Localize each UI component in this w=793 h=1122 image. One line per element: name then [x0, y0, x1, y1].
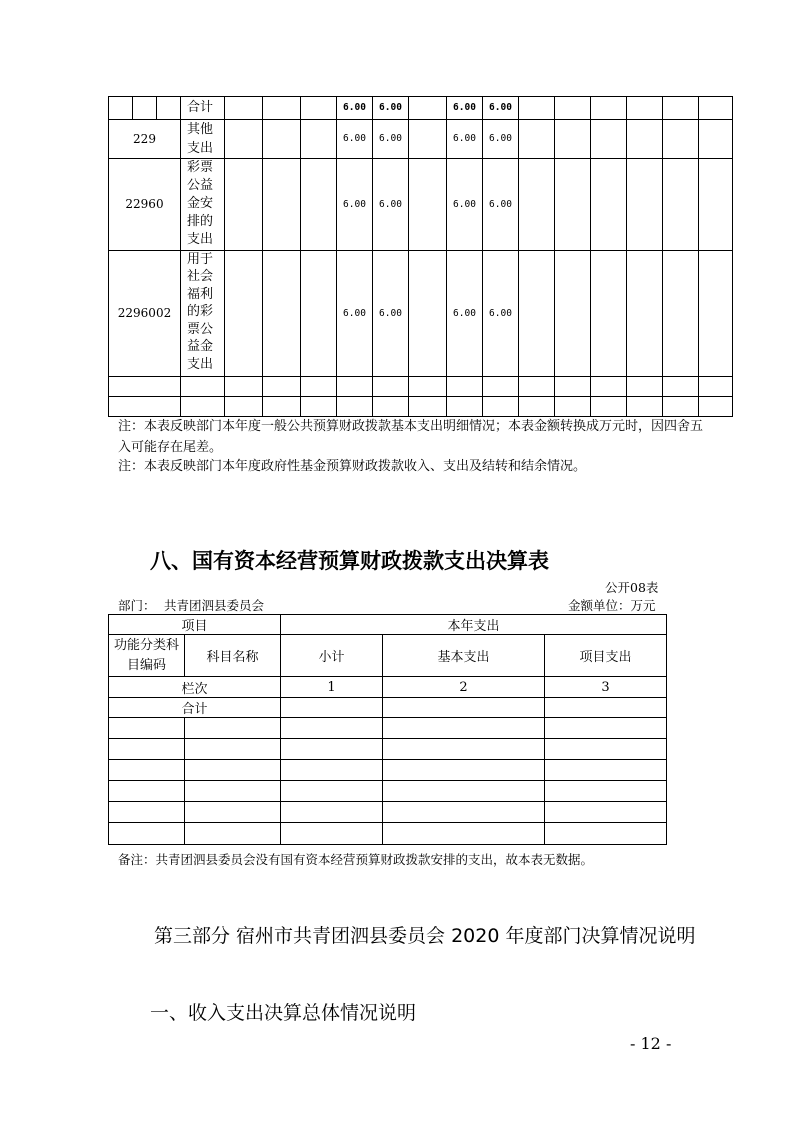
- row-value: 6.00: [373, 97, 409, 120]
- row-value: 6.00: [483, 250, 519, 376]
- total-label: 合计: [109, 698, 281, 718]
- row-value: 6.00: [337, 97, 373, 120]
- row-value: 6.00: [447, 158, 483, 250]
- page-number: - 12 -: [630, 1034, 672, 1053]
- section-title: 八、国有资本经营预算财政拨款支出决算表: [150, 549, 549, 573]
- table-row: [109, 158, 733, 250]
- table-row: [109, 677, 667, 698]
- row-code: 229: [109, 119, 181, 158]
- table-remark: 备注：共青团泗县委员会没有国有资本经营预算财政拨款安排的支出，故本表无数据。: [118, 852, 594, 867]
- row-name: 其他支出: [181, 119, 225, 158]
- table-row: [109, 698, 667, 718]
- department-name: 共青团泗县委员会: [164, 598, 265, 613]
- row-name: 彩票公益金安排的支出: [181, 158, 225, 250]
- table-row: [109, 119, 733, 158]
- table-row: [109, 250, 733, 376]
- table-row: [109, 376, 733, 396]
- table-note: 注：本表反映部门本年度政府性基金预算财政拨款收入、支出及结转和结余情况。: [118, 459, 587, 474]
- table-row: [109, 739, 667, 760]
- col-subject-name: 科目名称: [185, 635, 281, 677]
- col-basic: 基本支出: [383, 635, 545, 677]
- row-value: 6.00: [447, 119, 483, 158]
- table-row: [109, 802, 667, 823]
- row-name: 用于社会福利的彩票公益金支出: [181, 250, 225, 376]
- row-index: 2: [383, 677, 545, 698]
- part-title: 第三部分 宿州市共青团泗县委员会 2020 年度部门决算情况说明: [154, 925, 696, 947]
- table-row: [109, 718, 667, 739]
- table-row: [109, 97, 733, 120]
- header-year-expenditure: 本年支出: [281, 615, 667, 635]
- row-index: 1: [281, 677, 383, 698]
- row-code: 22960: [109, 158, 181, 250]
- header-item: 项目: [109, 615, 281, 635]
- department-label: 部门：: [118, 598, 156, 613]
- row-value: 6.00: [373, 119, 409, 158]
- table-row: [109, 781, 667, 802]
- table-row: [109, 760, 667, 781]
- table-header-row: [109, 635, 667, 677]
- col-function-code: 功能分类科目编码: [109, 635, 185, 677]
- subsection-title: 一、收入支出决算总体情况说明: [150, 1002, 417, 1024]
- row-value: 6.00: [447, 97, 483, 120]
- row-value: 6.00: [373, 250, 409, 376]
- row-name: 合计: [181, 97, 225, 120]
- row-value: 6.00: [373, 158, 409, 250]
- table-row: [109, 823, 667, 845]
- row-value: 6.00: [483, 158, 519, 250]
- form-number: 公开08表: [605, 580, 659, 595]
- row-value: 6.00: [337, 250, 373, 376]
- row-code: 2296002: [109, 250, 181, 376]
- table-note: 注：本表反映部门本年度一般公共预算财政拨款基本支出明细情况；本表金额转换成万元时，因四舍五入可能存在尾差。: [118, 419, 704, 455]
- row-value: 6.00: [447, 250, 483, 376]
- row-index: 3: [545, 677, 667, 698]
- state-capital-budget-table: [108, 614, 667, 845]
- row-value: 6.00: [483, 97, 519, 120]
- row-value: 6.00: [337, 158, 373, 250]
- table-row: [109, 396, 733, 416]
- row-value: 6.00: [337, 119, 373, 158]
- col-subtotal: 小计: [281, 635, 383, 677]
- row-index-label: 栏次: [109, 677, 281, 698]
- expenditure-detail-table: [108, 96, 733, 417]
- col-project: 项目支出: [545, 635, 667, 677]
- amount-unit: 金额单位：万元: [568, 598, 656, 613]
- row-value: 6.00: [483, 119, 519, 158]
- table-header-row: [109, 615, 667, 635]
